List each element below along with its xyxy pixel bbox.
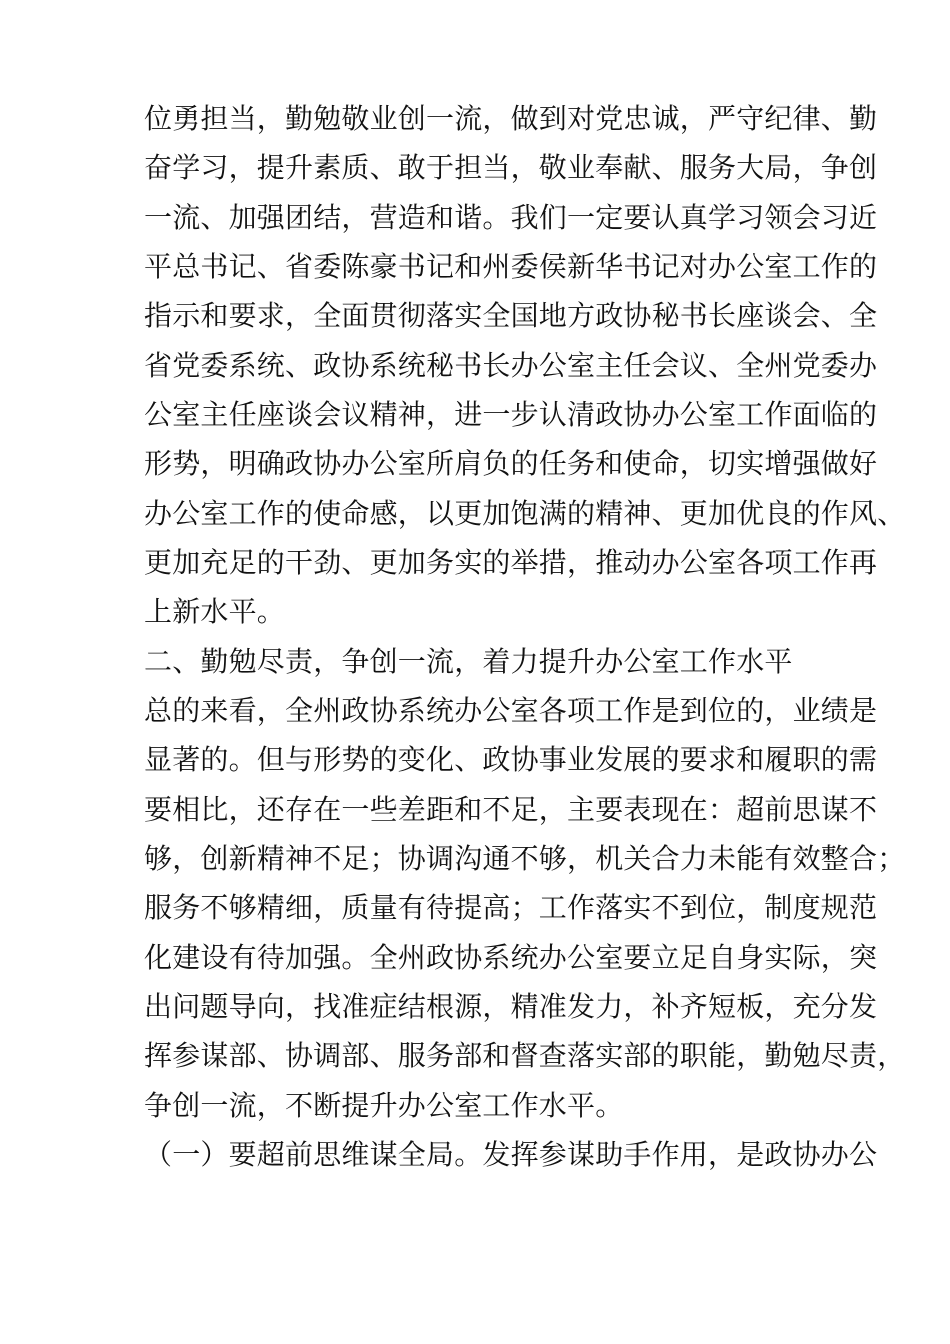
text-line: 奋学习，提升素质、敢于担当，敬业奉献、服务大局，争创 bbox=[144, 151, 878, 184]
text-line: 一流、加强团结，营造和谐。我们一定要认真学习领会习近 bbox=[144, 201, 878, 234]
text-line: 总的来看，全州政协系统办公室各项工作是到位的，业绩是 bbox=[144, 694, 878, 727]
text-line: 要相比，还存在一些差距和不足，主要表现在：超前思谋不 bbox=[144, 793, 878, 826]
text-line: 省党委系统、政协系统秘书长办公室主任会议、全州党委办 bbox=[144, 349, 878, 382]
text-line: 争创一流，不断提升办公室工作水平。 bbox=[144, 1089, 624, 1122]
text-line: 指示和要求，全面贯彻落实全国地方政协秘书长座谈会、全 bbox=[144, 299, 878, 332]
section-heading: 二、勤勉尽责，争创一流，着力提升办公室工作水平 bbox=[144, 645, 793, 678]
text-line: 更加充足的干劲、更加务实的举措，推动办公室各项工作再 bbox=[144, 546, 878, 579]
text-line: 够，创新精神不足；协调沟通不够，机关合力未能有效整合； bbox=[144, 842, 906, 875]
text-line: 显著的。但与形势的变化、政协事业发展的要求和履职的需 bbox=[144, 743, 878, 776]
text-line: 出问题导向，找准症结根源，精准发力，补齐短板，充分发 bbox=[144, 990, 878, 1023]
text-line: 位勇担当，勤勉敬业创一流，做到对党忠诚，严守纪律、勤 bbox=[144, 102, 878, 135]
text-line: 平总书记、省委陈豪书记和州委侯新华书记对办公室工作的 bbox=[144, 250, 878, 283]
subsection-heading: （一）要超前思维谋全局。发挥参谋助手作用，是政协办公 bbox=[144, 1138, 878, 1171]
text-line: 上新水平。 bbox=[144, 595, 286, 628]
text-line: 公室主任座谈会议精神，进一步认清政协办公室工作面临的 bbox=[144, 398, 878, 431]
text-line: 形势，明确政协办公室所肩负的任务和使命，切实增强做好 bbox=[144, 447, 878, 480]
text-line: 服务不够精细，质量有待提高；工作落实不到位，制度规范 bbox=[144, 891, 878, 924]
text-line: 办公室工作的使命感，以更加饱满的精神、更加优良的作风、 bbox=[144, 497, 906, 530]
text-line: 挥参谋部、协调部、服务部和督查落实部的职能，勤勉尽责， bbox=[144, 1039, 906, 1072]
text-line: 化建设有待加强。全州政协系统办公室要立足自身实际，突 bbox=[144, 941, 878, 974]
